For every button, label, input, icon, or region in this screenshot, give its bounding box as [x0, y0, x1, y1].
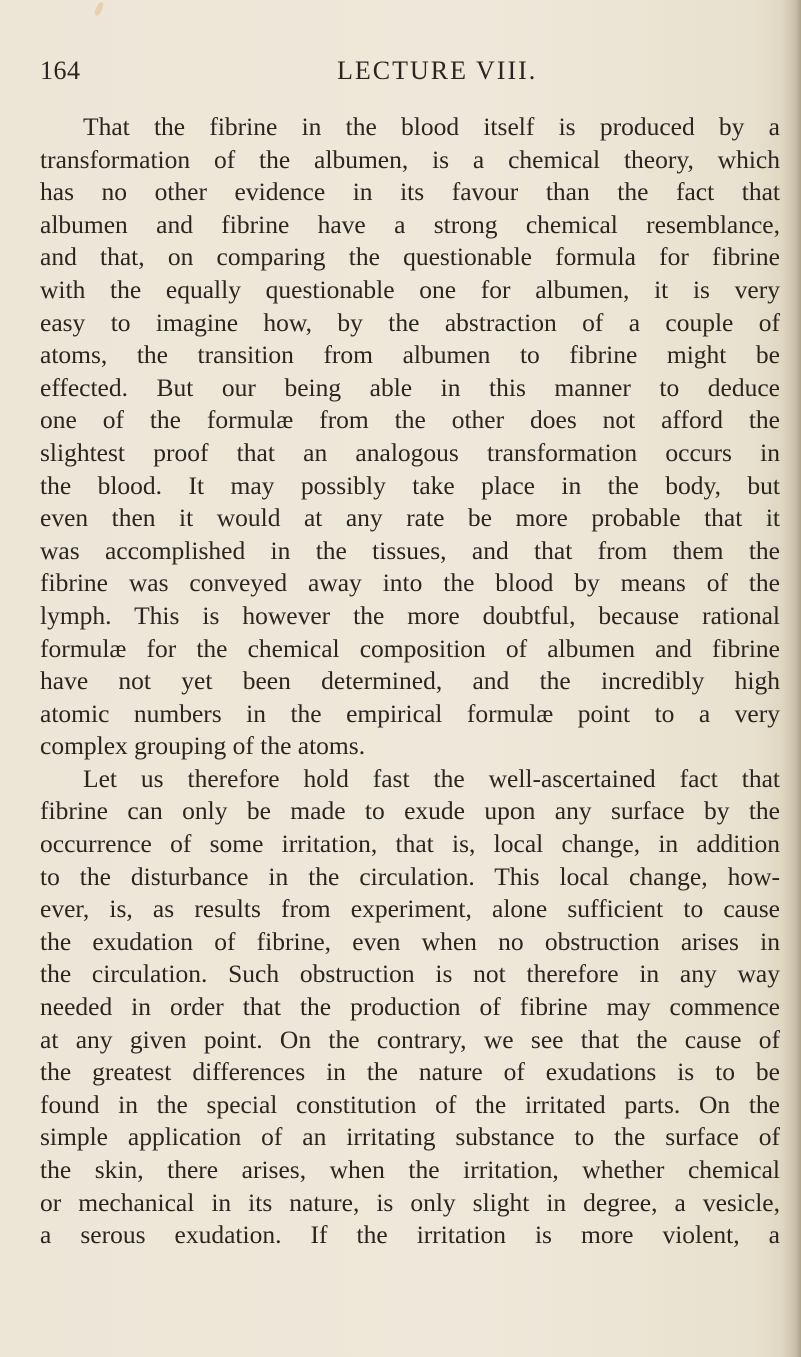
body-text [40, 111, 780, 1252]
text-line: needed in order that the production of fibrine may commence [40, 992, 780, 1022]
text-line: the exudation of fibrine, even when no obstruction arises in [40, 926, 780, 956]
page-header [0, 56, 801, 96]
text-line: lymph. This is however the more doubtful, because rational [40, 600, 780, 630]
text-line: have not yet been determined, and the incredibly high [40, 666, 780, 696]
text-line: was accomplished in the tissues, and that from them the [40, 535, 780, 565]
text-line: a serous exudation. If the irritation is more violent, a [40, 1220, 780, 1250]
text-line: even then it would at any rate be more probable that it [40, 503, 780, 533]
text-line: occurrence of some irritation, that is, local change, in addition [40, 829, 780, 859]
text-line: complex grouping of the atoms. [40, 731, 366, 761]
text-line: the greatest differences in the nature of exudations is to be [40, 1057, 780, 1087]
text-line: ever, is, as results from experiment, alone sufficient to cause [40, 894, 780, 924]
text-line: to the disturbance in the circulation. This local change, how- [40, 861, 780, 891]
text-line: atoms, the transition from albumen to fibrine might be [40, 340, 780, 370]
text-line: easy to imagine how, by the abstraction of a couple of [40, 307, 780, 337]
text-line: fibrine can only be made to exude upon any surface by the [40, 796, 780, 826]
text-line: the blood. It may possibly take place in the body, but [40, 470, 780, 500]
text-line: simple application of an irritating substance to the surface of [40, 1122, 780, 1152]
text-line: the circulation. Such obstruction is not therefore in any way [40, 959, 780, 989]
text-line: formulæ for the chemical composition of albumen and fibrine [40, 633, 780, 663]
text-line: with the equally questionable one for albumen, it is very [40, 274, 780, 304]
running-head: LECTURE VIII. [337, 56, 538, 85]
text-line: albumen and fibrine have a strong chemical resemblance, [40, 209, 780, 239]
text-line: or mechanical in its nature, is only slight in degree, a vesicle, [40, 1187, 780, 1217]
text-line: fibrine was conveyed away into the blood by means of the [40, 568, 780, 598]
text-line: found in the special constitution of the irritated parts. On the [40, 1089, 780, 1119]
page-number: 164 [40, 56, 81, 85]
text-line: at any given point. On the contrary, we see that the cause of [40, 1024, 780, 1054]
page-edge-shadow [783, 0, 801, 1357]
text-line: has no other evidence in its favour than the fact that [40, 177, 780, 207]
text-line: Let us therefore hold fast the well-ascertained fact that [83, 763, 780, 793]
text-line: the skin, there arises, when the irritation, whether chemical [40, 1155, 780, 1184]
text-line: effected. But our being able in this manner to deduce [40, 372, 780, 402]
text-line: transformation of the albumen, is a chemical theory, which [40, 144, 780, 174]
ink-smudge [93, 1, 104, 16]
text-line: one of the formulæ from the other does not afford the [40, 405, 780, 435]
text-line: and that, on comparing the questionable formula for fibrine [40, 242, 780, 272]
text-line: atomic numbers in the empirical formulæ point to a very [40, 698, 780, 728]
text-line: slightest proof that an analogous transformation occurs in [40, 437, 780, 467]
text-line: That the fibrine in the blood itself is produced by a [83, 112, 780, 141]
